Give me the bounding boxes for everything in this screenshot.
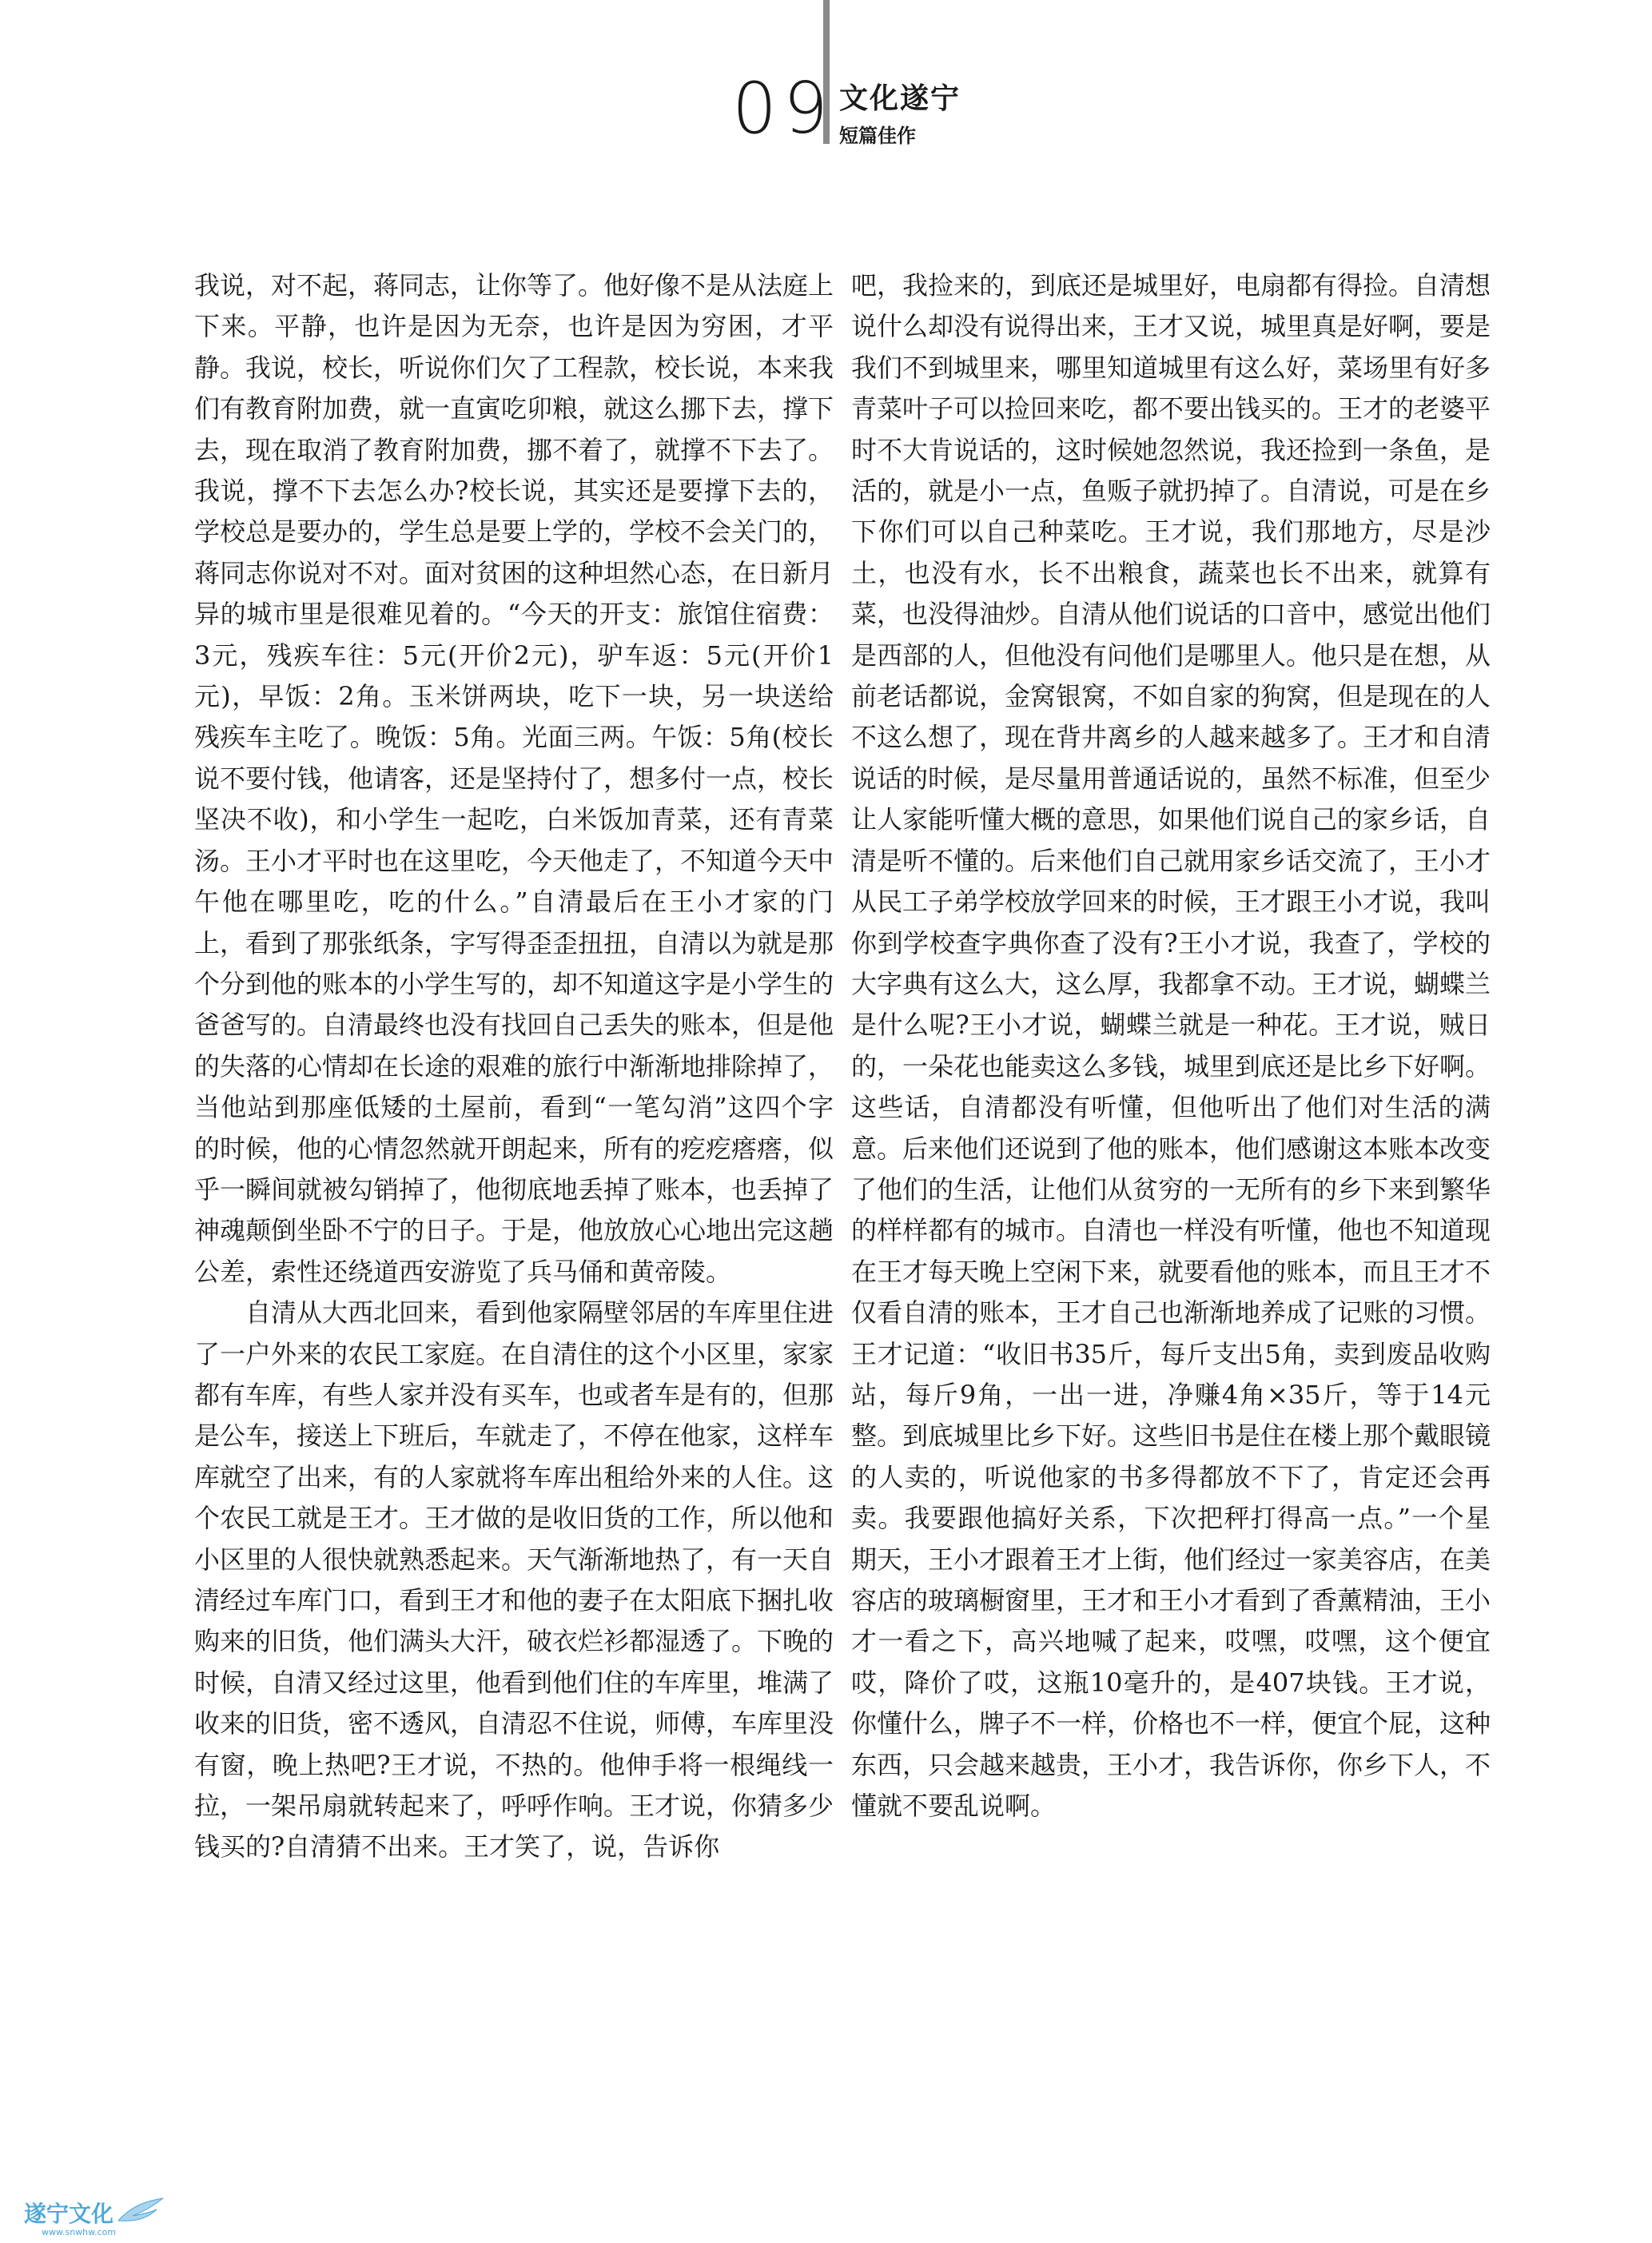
right-paragraph-1: 吧，我捡来的，到底还是城里好，电扇都有得捡。自清想说什么却没有说得出来，王才又说，城里真是好啊，要是我们不到城里来，哪里知道城里有这么好，菜场里有好多青菜叶子可以捡回来吃，都不要出钱买的。王才的老婆平时不大肯说话的，这时候她忽然说，我还捡到一条鱼，是活的，就是小一点，鱼贩子就扔掉了。自清说，可是在乡下你们可以自己种菜吃。王才说，我们那地方，尽是沙土，也没有水，长不出粮食，蔬菜也长不出来，就算有菜，也没得油炒。自清从他们说话的口音中，感觉出他们是西部的人，但他没有问他们是哪里人。他只是在想，从前老话都说，金窝银窝，不如自家的狗窝，但是现在的人不这么想了，现在背井离乡的人越来越多了。王才和自清说话的时候，是尽量用普通话说的，虽然不标准，但至少让人家能听懂大概的意思，如果他们说自己的家乡话，自清是听不懂的。后来他们自己就用家乡话交流了，王小才从民工子弟学校放学回来的时候，王才跟王小才说，我叫你到学校查字典你查了没有?王小才说，我查了，学校的大字典有这么大，这么厚，我都拿不动。王才说，蝴蝶兰是什么呢?王小才说，蝴蝶兰就是一种花。王才说，贼日的，一朵花也能卖这么多钱，城里到底还是比乡下好啊。这些话，自清都没有听懂，但他听出了他们对生活的满意。后来他们还说到了他的账本，他们感谢这本账本改变了他们的生活，让他们从贫穷的一无所有的乡下来到繁华的样样都有的城市。自清也一样没有听懂，他也不知道现在王才每天晚上空闲下来，就要看他的账本，而且王才不仅看自清的账本，王才自己也渐渐地养成了记账的习惯。王才记道：“收旧书35斤，每斤支出5角，卖到废品收购站，每斤9角，一出一进，净赚4角×35斤，等于14元整。到底城里比乡下好。这些旧书是住在楼上那个戴眼镜的人卖的，听说他家的书多得都放不下了，肯定还会再卖。我要跟他搞好关系，下次把秤打得高一点。”一个星期天，王小才跟着王才上街，他们经过一家美容店，在美容店的玻璃橱窗里，王才和王小才看到了香薰精油，王小才一看之下，高兴地喊了起来，哎嘿，哎嘿，这个便宜哎，降价了哎，这瓶10毫升的，是407块钱。王才说，你懂什么，牌子不一样，价格也不一样，便宜个屁，这种东西，只会越来越贵，王小才，我告诉你，你乡下人，不懂就不要乱说啊。 [851, 270, 1491, 1822]
right-column [851, 265, 1491, 1827]
wing-icon [117, 2197, 165, 2229]
left-paragraph-1: 我说，对不起，蒋同志，让你等了。他好像不是从法庭上下来。平静，也许是因为无奈，也许是因为穷困，才平静。我说，校长，听说你们欠了工程款，校长说，本来我们有教育附加费，就一直寅吃卯粮，就这么挪下去，撑下去，现在取消了教育附加费，挪不着了，就撑不下去了。我说，撑不下去怎么办?校长说，其实还是要撑下去的，学校总是要办的，学生总是要上学的，学校不会关门的，蒋同志你说对不对。面对贫困的这种坦然心态，在日新月异的城市里是很难见着的。“今天的开支：旅馆住宿费：3元，残疾车往：5元(开价2元)，驴车返：5元(开价1元)，早饭：2角。玉米饼两块，吃下一块，另一块送给残疾车主吃了。晚饭：5角。光面三两。午饭：5角(校长说不要付钱，他请客，还是坚持付了，想多付一点，校长坚决不收)，和小学生一起吃，白米饭加青菜，还有青菜汤。王小才平时也在这里吃，今天他走了，不知道今天中午他在哪里吃，吃的什么。”自清最后在王小才家的门上，看到了那张纸条，字写得歪歪扭扭，自清以为就是那个分到他的账本的小学生写的，却不知道这字是小学生的爸爸写的。自清最终也没有找回自己丢失的账本，但是他的失落的心情却在长途的艰难的旅行中渐渐地排除掉了，当他站到那座低矮的土屋前，看到“一笔勾消”这四个字的时候，他的心情忽然就开朗起来，所有的疙疙瘩瘩，似乎一瞬间就被勾销掉了，他彻底地丢掉了账本，也丢掉了神魂颠倒坐卧不宁的日子。于是，他放放心心地出完这趟公差，索性还绕道西安游览了兵马俑和黄帝陵。 [194, 270, 834, 1287]
site-logo [24, 2197, 165, 2229]
left-column [194, 265, 834, 1868]
page-number: 09 [732, 67, 834, 149]
section-subtitle: 短篇佳作 [839, 125, 916, 147]
section-title: 文化遂宁 [839, 82, 961, 115]
logo-text: 遂宁文化 [24, 2201, 114, 2227]
logo-url: www.snwhw.com [42, 2227, 117, 2237]
left-paragraph-2: 自清从大西北回来，看到他家隔壁邻居的车库里住进了一户外来的农民工家庭。在自清住的这个小区里，家家都有车库，有些人家并没有买车，也或者车是有的，但那是公车，接送上下班后，车就走了，不停在他家，这样车库就空了出来，有的人家就将车库出租给外来的人住。这个农民工就是王才。王才做的是收旧货的工作，所以他和小区里的人很快就熟悉起来。天气渐渐地热了，有一天自清经过车库门口，看到王才和他的妻子在太阳底下捆扎收购来的旧货，他们满头大汗，破衣烂衫都湿透了。下晚的时候，自清又经过这里，他看到他们住的车库里，堆满了收来的旧货，密不透风，自清忍不住说，师傅，车库里没有窗，晚上热吧?王才说，不热的。他伸手将一根绳线一拉，一架吊扇就转起来了，呼呼作响。王才说，你猜多少钱买的?自清猜不出来。王才笑了，说，告诉你 [194, 1297, 834, 1863]
